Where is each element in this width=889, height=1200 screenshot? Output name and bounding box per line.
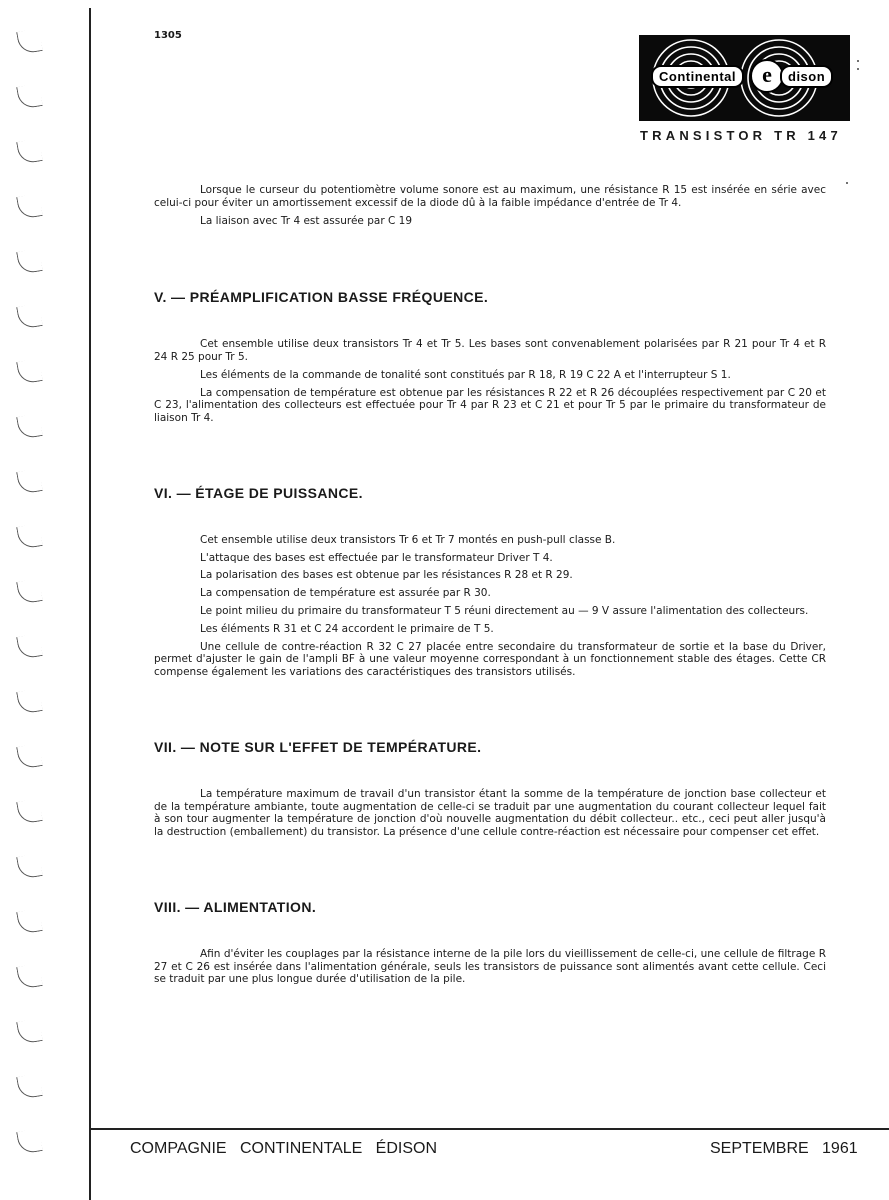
paragraph: La compensation de température est obtenue par les résistances R 22 et R 26 découplées respectivement par C 20 et C 23, l'alimentation des collecteurs est effectuée pour Tr 4 par R 23 et C 21 et pour Tr 5 par le primaire du transformateur de liaison Tr 4.	[154, 386, 826, 425]
binding-hole-icon	[16, 468, 43, 495]
binding-hole-icon	[16, 83, 43, 110]
section-effet-temperature	[154, 738, 826, 839]
footer-rule	[89, 1128, 889, 1130]
paragraph: L'attaque des bases est effectuée par le transformateur Driver T 4.	[200, 551, 553, 564]
binding-hole-icon	[16, 1073, 43, 1100]
binding-hole-icon	[16, 1018, 43, 1045]
section-alimentation	[154, 898, 826, 986]
document-body	[154, 184, 826, 1048]
speck	[857, 68, 859, 70]
paragraph: La liaison avec Tr 4 est assurée par C 19	[200, 214, 412, 227]
binding-hole-icon	[16, 138, 43, 165]
binding-hole-icon	[16, 413, 43, 440]
binding-hole-icon	[16, 28, 43, 55]
paragraph: Cet ensemble utilise deux transistors Tr 6 et Tr 7 montés en push-pull classe B.	[200, 533, 616, 546]
page-number: 1305	[154, 30, 182, 41]
section-etage-puissance	[154, 484, 826, 679]
binding-hole-icon	[16, 908, 43, 935]
binding-hole-icon	[16, 963, 43, 990]
binding-hole-icon	[16, 798, 43, 825]
logo-wordmark-left: Continental	[651, 65, 744, 88]
paragraph: Cet ensemble utilise deux transistors Tr 4 et Tr 5. Les bases sont convenablement polarisées par R 21 pour Tr 4 et R 24 R 25 pour Tr 5.	[154, 338, 826, 363]
section-heading: VI. — ÉTAGE DE PUISSANCE.	[154, 484, 363, 501]
binding-holes	[14, 30, 54, 1180]
paragraph: La température maximum de travail d'un transistor étant la somme de la température de jonction base collecteur et de la température ambiante, toute augmentation de celle-ci se traduit par une augmentation du courant collecteur lequel fait à son tour augmenter la température de jonction d'où nouvelle augmentation du débit collecteur.. etc., ceci peut aller jusqu'à la destruction (emballement) du transistor. La présence d'une cellule contre-réaction est nécessaire pour compenser cet effet.	[154, 787, 826, 839]
paragraph: La compensation de température est assurée par R 30.	[200, 587, 491, 600]
speck	[846, 182, 848, 184]
binding-hole-icon	[16, 1128, 43, 1155]
binding-hole-icon	[16, 523, 43, 550]
margin-rule	[89, 8, 91, 1200]
binding-hole-icon	[16, 358, 43, 385]
binding-hole-icon	[16, 193, 43, 220]
paragraph: Les éléments R 31 et C 24 accordent le primaire de T 5.	[200, 622, 494, 635]
intro-section	[154, 184, 826, 227]
binding-hole-icon	[16, 853, 43, 880]
paragraph: Le point milieu du primaire du transformateur T 5 réuni directement au — 9 V assure l'alimentation des collecteurs.	[200, 604, 809, 617]
binding-hole-icon	[16, 578, 43, 605]
paragraph: Une cellule de contre-réaction R 32 C 27 placée entre secondaire du transformateur de sortie et la base du Driver, permet d'ajuster le gain de l'ampli BF à une valeur moyenne correspondant à un fonctionnement stable des étages. Cette CR compense également les variations des caractéristiques des transistors utilisés.	[154, 640, 826, 679]
speck	[857, 60, 859, 62]
section-heading: V. — PRÉAMPLIFICATION BASSE FRÉQUENCE.	[154, 289, 489, 306]
footer-date: SEPTEMBRE 1961	[710, 1140, 858, 1157]
binding-hole-icon	[16, 303, 43, 330]
binding-hole-icon	[16, 633, 43, 660]
paragraph: Lorsque le curseur du potentiomètre volume sonore est au maximum, une résistance R 15 est insérée en série avec celui-ci pour éviter un amortissement excessif de la diode dû à la faible impédance d'entrée de Tr 4.	[154, 184, 826, 209]
binding-hole-icon	[16, 743, 43, 770]
section-heading: VIII. — ALIMENTATION.	[154, 898, 317, 915]
continental-edison-logo	[639, 35, 850, 121]
paragraph: Afin d'éviter les couplages par la résistance interne de la pile lors du vieillissement de celle-ci, une cellule de filtrage R 27 et C 26 est insérée dans l'alimentation générale, seuls les transistors de puissance sont alimentés avant cette cellule. Ceci se traduit par une plus longue durée d'utilisation de la pile.	[154, 947, 826, 986]
binding-hole-icon	[16, 688, 43, 715]
section-preamplification	[154, 291, 826, 425]
logo-wordmark-right: dison	[780, 65, 833, 88]
logo-initial-e: e	[750, 59, 784, 93]
document-title: TRANSISTOR TR 147	[640, 128, 842, 143]
section-heading: VII. — NOTE SUR L'EFFET DE TEMPÉRATURE.	[154, 738, 482, 755]
paragraph: Les éléments de la commande de tonalité sont constitués par R 18, R 19 C 22 A et l'interrupteur S 1.	[200, 368, 731, 381]
binding-hole-icon	[16, 248, 43, 275]
paragraph: La polarisation des bases est obtenue par les résistances R 28 et R 29.	[200, 569, 573, 582]
footer-company: COMPAGNIE CONTINENTALE ÉDISON	[130, 1140, 437, 1157]
